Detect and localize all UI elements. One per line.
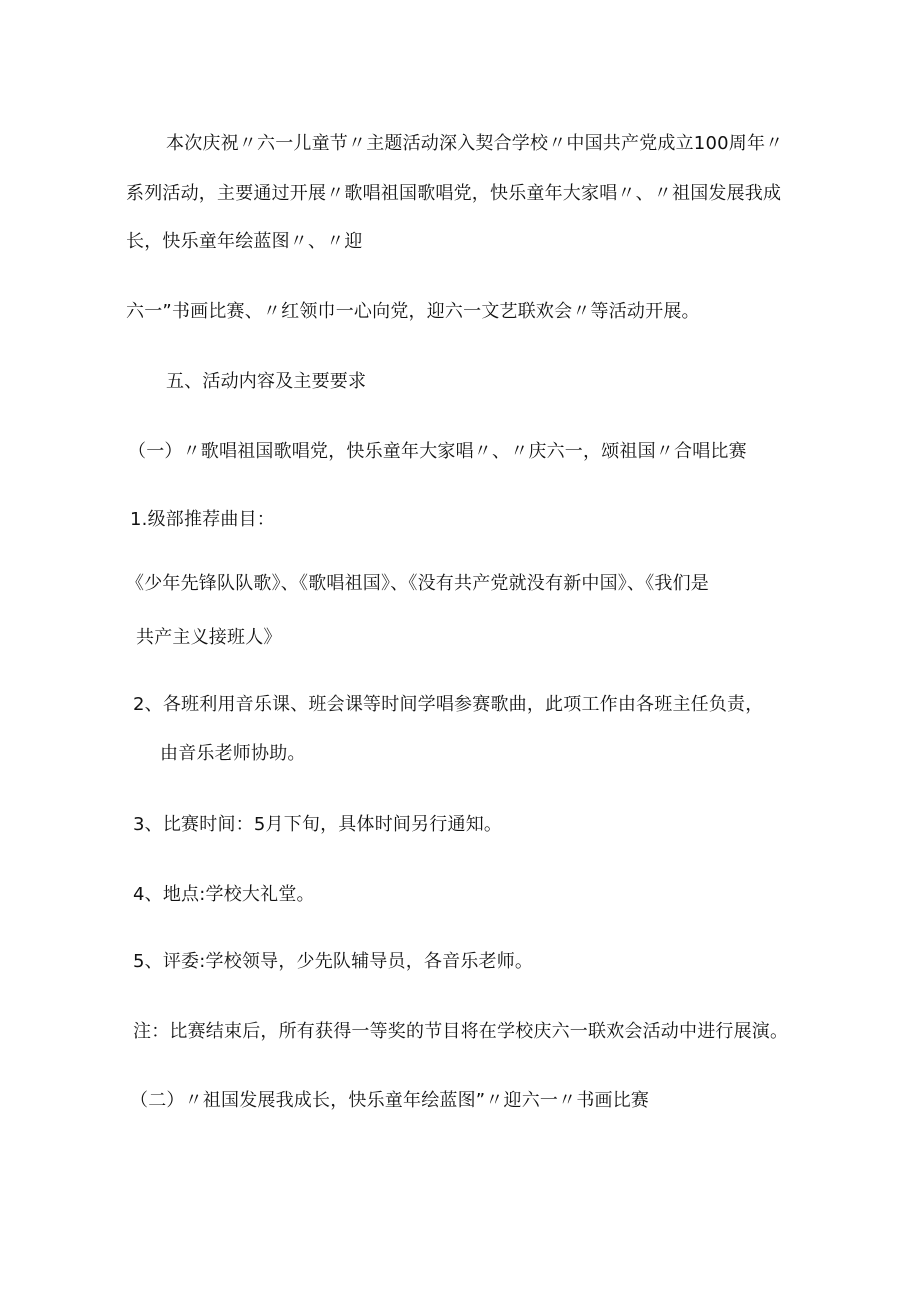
paragraph-line: 系列活动，主要通过开展〃歌唱祖国歌唱党，快乐童年大家唱〃、〃祖国发展我成: [126, 183, 782, 204]
paragraph-line: 共产主义接班人》: [136, 627, 282, 648]
paragraph-line: 由音乐老师协助。: [160, 743, 306, 764]
paragraph-line: 六一”书画比赛、〃红领巾一心向党，迎六一文艺联欢会〃等活动开展。: [126, 301, 700, 322]
note-line: 注：比赛结束后，所有获得一等奖的节目将在学校庆六一联欢会活动中进行展演。: [133, 1021, 789, 1042]
paragraph-line: 长，快乐童年绘蓝图〃、〃迎: [126, 231, 363, 252]
paragraph-line: 《少年先锋队队歌》、《歌唱祖国》、《没有共产党就没有新中国》、《我们是: [126, 573, 709, 594]
list-item: 1.级部推荐曲目：: [130, 509, 275, 530]
subsection-heading: （一）〃歌唱祖国歌唱党，快乐童年大家唱〃、〃庆六一，颂祖国〃合唱比赛: [128, 441, 747, 462]
list-item: 4、地点:学校大礼堂。: [133, 884, 315, 905]
paragraph-line: 本次庆祝〃六一儿童节〃主题活动深入契合学校〃中国共产党成立100周年〃: [166, 133, 784, 154]
subsection-heading: （二）〃祖国发展我成长，快乐童年绘蓝图”〃迎六一〃书画比赛: [130, 1090, 650, 1111]
list-item: 2、各班利用音乐课、班会课等时间学唱参赛歌曲，此项工作由各班主任负责，: [133, 694, 764, 715]
list-item: 5、评委:学校领导，少先队辅导员，各音乐老师。: [133, 951, 534, 972]
section-heading: 五、活动内容及主要要求: [166, 371, 367, 392]
list-item: 3、比赛时间：5月下旬，具体时间另行通知。: [133, 814, 503, 835]
